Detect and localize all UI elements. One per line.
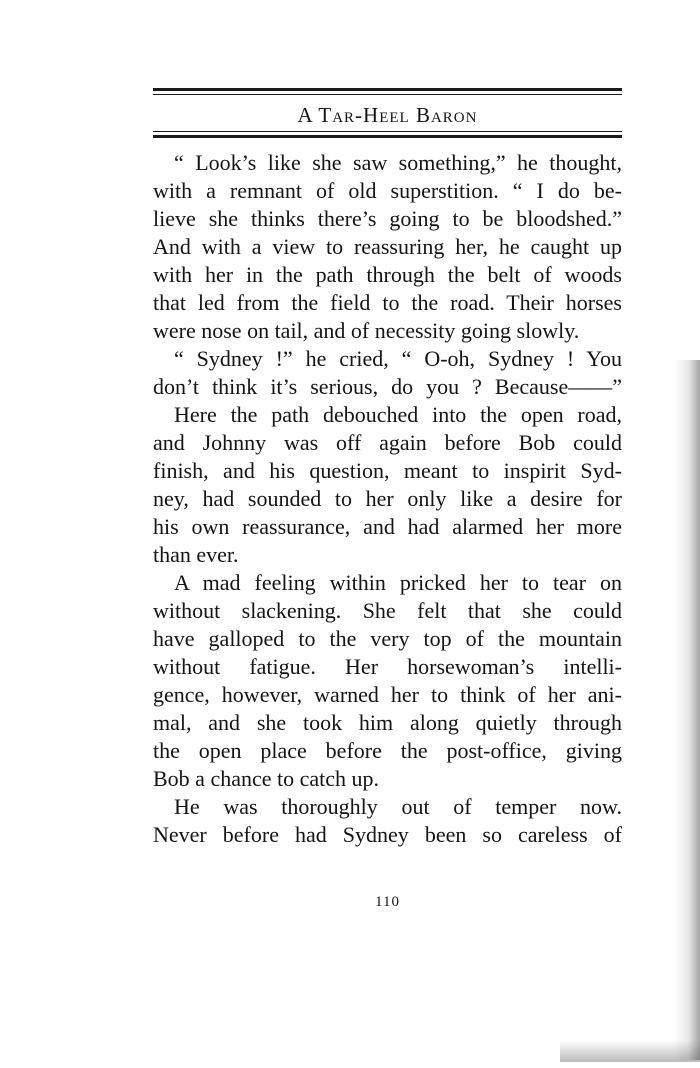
text-line: Here the path debouched into the open road, — [174, 402, 622, 427]
text-line: his own reassurance, and had alarmed her more — [153, 514, 622, 539]
text-line: were nose on tail, and of necessity going slowly. — [153, 318, 580, 343]
text-line: He was thoroughly out of temper now. — [174, 794, 622, 819]
text-line: and Johnny was off again before Bob could — [153, 430, 622, 455]
text-line: have galloped to the very top of the mountain — [153, 626, 622, 651]
running-head — [153, 103, 622, 127]
text-line: mal, and she took him along quietly through — [153, 710, 622, 735]
header-rule-top-thin — [153, 94, 622, 95]
page-number: 110 — [375, 894, 400, 910]
text-line: the open place before the post-office, giving — [153, 738, 622, 763]
text-line: “ Look’s like she saw something,” he thought, — [174, 150, 622, 175]
text-line: without slackening. She felt that she could — [153, 598, 622, 623]
text-line: Never before had Sydney been so careless of — [153, 822, 622, 847]
header-rule-top-thick — [153, 88, 622, 91]
text-line: with a remnant of old superstition. “ I do be- — [153, 178, 622, 203]
running-head-title: A Tar-Heel Baron — [297, 103, 478, 127]
header-rule-bottom-thick — [153, 135, 622, 138]
text-line: And with a view to reassuring her, he caught up — [153, 234, 622, 259]
text-line: finish, and his question, meant to inspirit Syd- — [153, 458, 622, 483]
body-text — [153, 149, 622, 849]
text-line: “ Sydney !” he cried, “ O-oh, Sydney ! You — [174, 346, 622, 371]
text-line: without fatigue. Her horsewoman’s intelli- — [153, 654, 622, 679]
text-line: than ever. — [153, 542, 239, 567]
text-line: lieve she thinks there’s going to be bloodshed.” — [153, 206, 622, 231]
text-line: with her in the path through the belt of woods — [153, 262, 622, 287]
text-line: Bob a chance to catch up. — [153, 766, 380, 791]
header-rule-bottom-thin — [153, 131, 622, 132]
text-line: don’t think it’s serious, do you ? Because——” — [153, 374, 622, 399]
text-line: A mad feeling within pricked her to tear on — [174, 570, 622, 595]
text-line: ney, had sounded to her only like a desire for — [153, 486, 622, 511]
page-edge-foot-shadow — [560, 1040, 700, 1062]
text-line: gence, however, warned her to think of her ani- — [153, 682, 622, 707]
text-line: that led from the field to the road. Their horses — [153, 290, 622, 315]
page-edge-shadow — [674, 360, 700, 1060]
